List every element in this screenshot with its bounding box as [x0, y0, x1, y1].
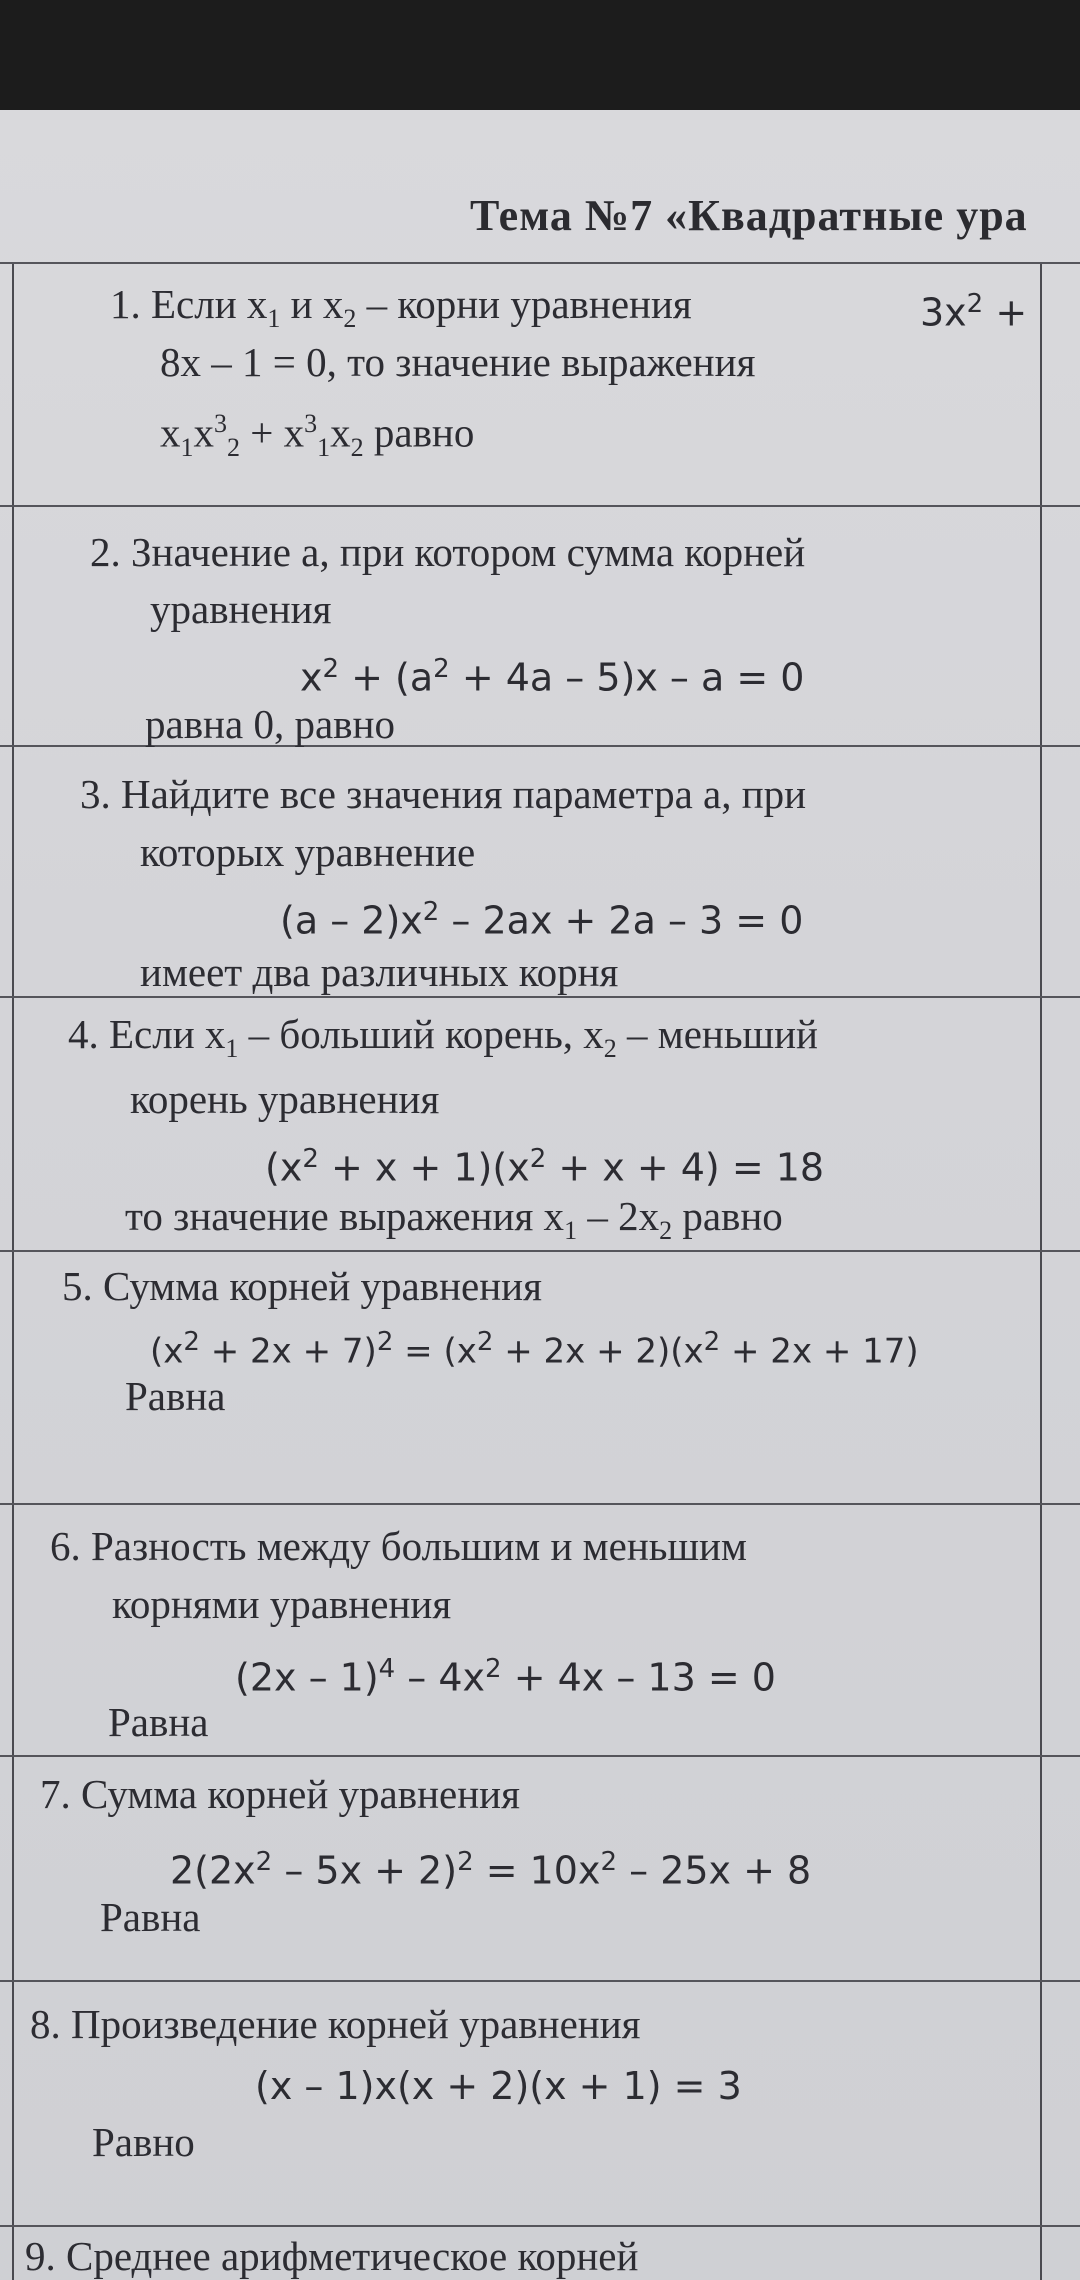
task-7-line-3: Равна	[100, 1894, 201, 1940]
task-6-line-1: 6. Разность между большим и меньшим	[50, 1523, 747, 1569]
task-3-line-4: имеет два различных корня	[140, 949, 619, 995]
row-divider	[0, 1755, 1080, 1757]
row-divider	[0, 996, 1080, 998]
task-3-equation: $(a - 2)x^2 - 2ax + 2a - 3 = 0$	[280, 897, 804, 943]
page-title: Тема №7 «Квадратные ура	[470, 191, 1028, 240]
task-3-line-1: 3. Найдите все значения параметра a, при	[80, 771, 807, 817]
task-4-line-1: 4. Если $x_1$ – больший корень, $x_2$ – меньший	[68, 1011, 819, 1064]
task-2-line-1: 2. Значение a, при котором сумма корней	[90, 529, 806, 575]
row-divider	[0, 1503, 1080, 1505]
task-1-line-3: $x_1x^3_2 + x^3_1x_2$ равно	[160, 409, 475, 462]
task-2-equation: $x^2 + (a^2 + 4a - 5)x - a = 0$	[300, 654, 805, 700]
top-black-bar	[0, 0, 1080, 110]
task-4-line-2: корень уравнения	[130, 1076, 440, 1122]
table-left-border	[12, 262, 14, 2280]
row-divider	[0, 1980, 1080, 1982]
task-5-line-3: Равна	[125, 1373, 226, 1419]
task-4-line-4: то значение выражения $x_1 - 2x_2$ равно	[125, 1193, 783, 1246]
task-7-line-1: 7. Сумма корней уравнения	[40, 1771, 520, 1817]
table-right-border	[1040, 262, 1042, 2280]
task-6-line-4: Равна	[108, 1699, 209, 1745]
table-top-border	[0, 262, 1080, 264]
task-6-equation: $(2x - 1)^4 - 4x^2 + 4x - 13 = 0$	[235, 1654, 776, 1700]
task-1-line-1-end: $3x^2$ +	[920, 289, 1028, 335]
task-1-line-1: 1. Если $x_1$ и $x_2$ – корни уравнения	[110, 281, 692, 334]
row-divider	[0, 2225, 1080, 2227]
task-8-line-3: Равно	[92, 2119, 195, 2165]
task-8-equation: (x – 1)x(x + 2)(x + 1) = 3	[255, 2064, 742, 2108]
task-3-line-2: которых уравнение	[140, 829, 476, 875]
task-6-line-2: корнями уравнения	[112, 1581, 452, 1627]
task-7-equation: $2(2x^2 - 5x + 2)^2 = 10x^2 - 25x + 8$	[170, 1847, 812, 1893]
task-4-equation: $(x^2 + x + 1)(x^2 + x + 4) = 18$	[265, 1144, 825, 1190]
task-5-line-1: 5. Сумма корней уравнения	[62, 1263, 542, 1309]
task-9-line-1: 9. Среднее арифметическое корней	[25, 2233, 639, 2279]
task-1-line-2: 8x – 1 = 0, то значение выражения	[160, 339, 756, 385]
task-5-equation: $(x^2 + 2x + 7)^2 = (x^2 + 2x + 2)(x^2 + 2x + 17)$	[150, 1327, 919, 1372]
task-2-line-2: уравнения	[150, 586, 332, 632]
row-divider	[0, 505, 1080, 507]
task-8-line-1: 8. Произведение корней уравнения	[30, 2001, 641, 2047]
task-2-line-4: равна 0, равно	[145, 701, 395, 747]
